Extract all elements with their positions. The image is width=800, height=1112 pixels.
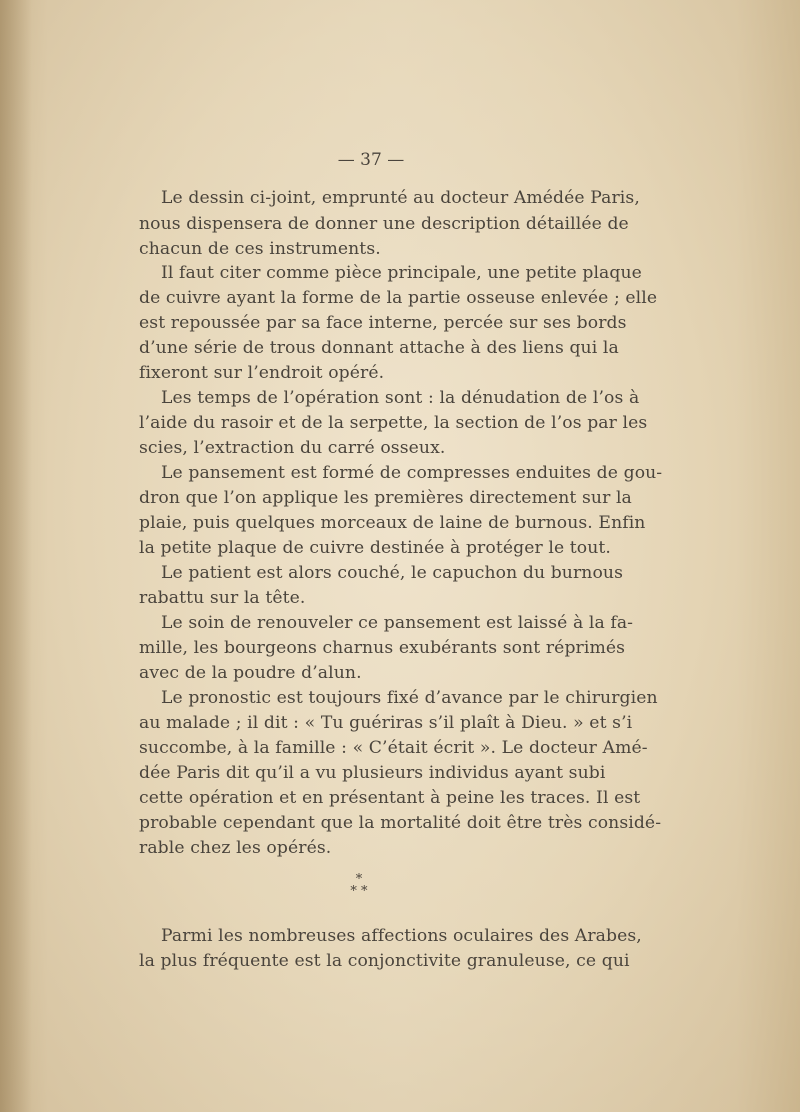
text-line: Le pronostic est toujours fixé d’avance par le chirurgien xyxy=(161,688,658,708)
text-line: cette opération et en présentant à peine les traces. Il est xyxy=(139,788,641,808)
page-edge-shadow xyxy=(0,0,32,1112)
text-line: scies, l’extraction du carré osseux. xyxy=(139,438,446,458)
text-line: d’une série de trous donnant attache à des liens qui la xyxy=(139,338,619,358)
asterism-separator xyxy=(339,874,379,898)
text-line: mille, les bourgeons charnus exubérants sont réprimés xyxy=(139,638,626,658)
text-line: dée Paris dit qu’il a vu plusieurs individus ayant subi xyxy=(139,763,606,783)
text-line: dron que l’on applique les premières directement sur la xyxy=(139,488,632,508)
text-line: Le pansement est formé de compresses enduites de gou- xyxy=(161,463,663,483)
text-line: au malade ; il dit : « Tu guériras s’il plaît à Dieu. » et s’i xyxy=(139,713,633,733)
text-line: chacun de ces instruments. xyxy=(139,239,381,259)
text-line: avec de la poudre d’alun. xyxy=(139,663,362,683)
text-line: rabattu sur la tête. xyxy=(139,588,306,608)
text-line: est repoussée par sa face interne, percée sur ses bords xyxy=(139,313,627,333)
text-line: Parmi les nombreuses affections oculaires des Arabes, xyxy=(161,926,642,946)
text-line: rable chez les opérés. xyxy=(139,838,332,858)
text-line: probable cependant que la mortalité doit être très considé- xyxy=(139,813,662,833)
text-line: Le patient est alors couché, le capuchon du burnous xyxy=(161,563,623,583)
text-line: succombe, à la famille : « C’était écrit ». Le docteur Amé- xyxy=(139,738,648,758)
text-line: nous dispensera de donner une description détaillée de xyxy=(139,214,629,234)
text-line: fixeront sur l’endroit opéré. xyxy=(139,363,385,383)
text-line: la petite plaque de cuivre destinée à protéger le tout. xyxy=(139,538,611,558)
text-line: Il faut citer comme pièce principale, une petite plaque xyxy=(161,263,642,283)
text-line: la plus fréquente est la conjonctivite granuleuse, ce qui xyxy=(139,951,630,971)
text-line: plaie, puis quelques morceaux de laine de burnous. Enfin xyxy=(139,513,646,533)
page-number: — 37 — xyxy=(337,150,405,170)
text-line: de cuivre ayant la forme de la partie osseuse enlevée ; elle xyxy=(139,288,658,308)
text-line: Le soin de renouveler ce pansement est laissé à la fa- xyxy=(161,613,634,633)
text-line: l’aide du rasoir et de la serpette, la section de l’os par les xyxy=(139,413,648,433)
text-line: Les temps de l’opération sont : la dénudation de l’os à xyxy=(161,388,640,408)
text-line: Le dessin ci-joint, emprunté au docteur Amédée Paris, xyxy=(161,188,640,208)
asterism-bottom: * * xyxy=(350,884,368,899)
asterism-top: * xyxy=(355,872,363,887)
